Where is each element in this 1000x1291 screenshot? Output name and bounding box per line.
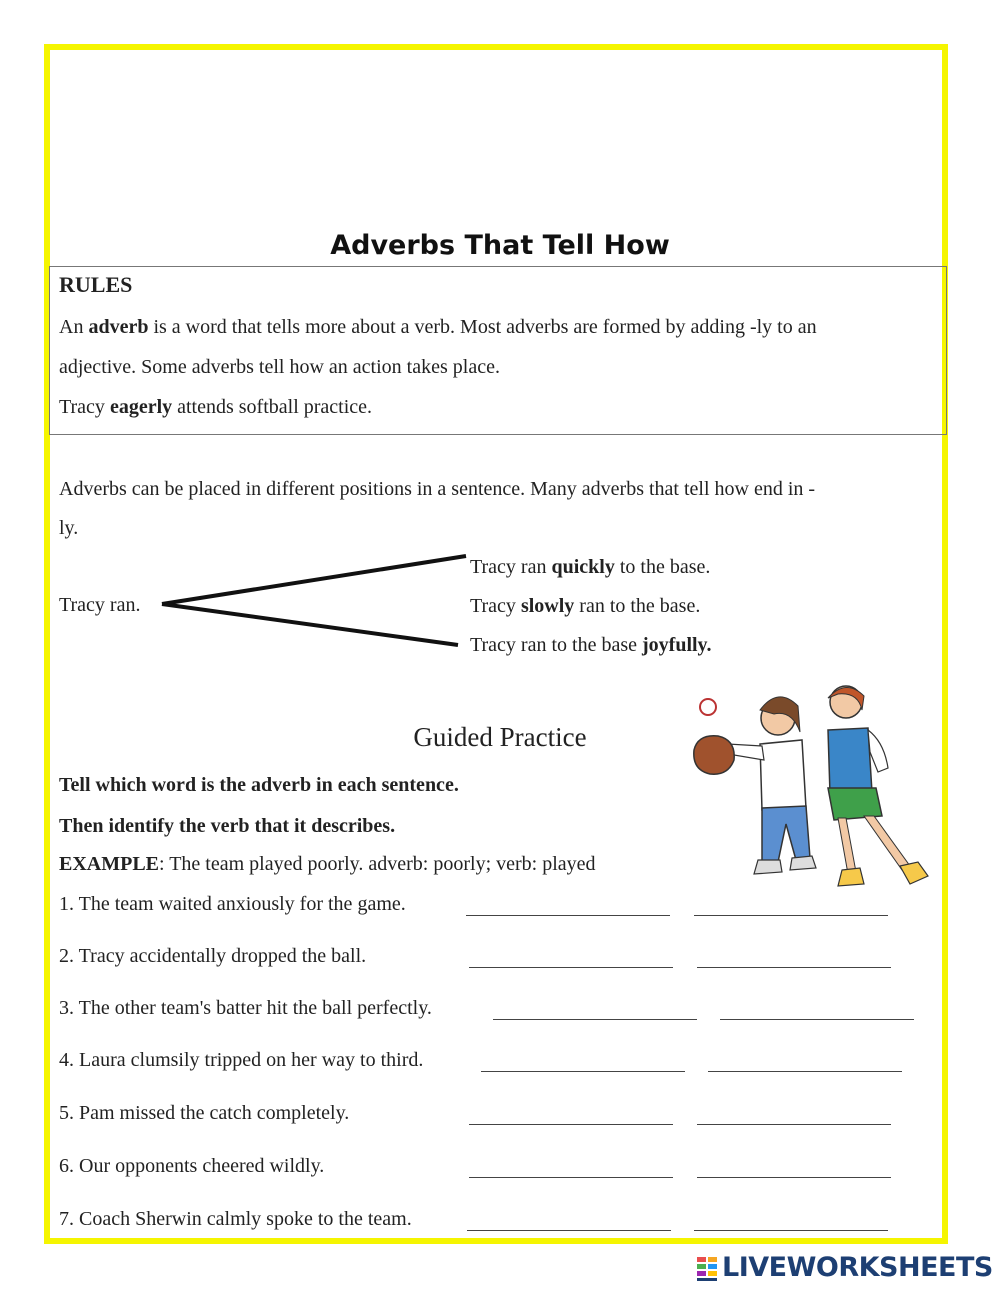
page-title: Adverbs That Tell How xyxy=(330,230,670,261)
glove-icon xyxy=(694,736,734,774)
liveworksheets-logo-icon xyxy=(696,1256,718,1282)
question-4: 4. Laura clumsily tripped on her way to third. xyxy=(59,1049,424,1071)
rules-line-2: adjective. Some adverbs tell how an action takes place. xyxy=(59,356,500,378)
branch-line-top xyxy=(162,556,466,604)
question-3: 3. The other team's batter hit the ball perfectly. xyxy=(59,997,432,1019)
answer-2-adverb[interactable] xyxy=(469,949,673,968)
question-1: 1. The team waited anxiously for the game. xyxy=(59,893,406,915)
liveworksheets-logo: LIVEWORKSHEETS xyxy=(696,1252,993,1283)
answer-7-adverb[interactable] xyxy=(467,1212,671,1231)
guided-practice-heading: Guided Practice xyxy=(413,722,587,752)
question-7: 7. Coach Sherwin calmly spoke to the team. xyxy=(59,1208,412,1230)
example-sentence-3: Tracy ran to the base joyfully. xyxy=(470,634,712,656)
example-sentence-1: Tracy ran quickly to the base. xyxy=(470,556,711,578)
answer-5-verb[interactable] xyxy=(697,1106,891,1125)
base-sentence: Tracy ran. xyxy=(59,594,141,616)
positions-line-2: ly. xyxy=(59,517,79,539)
answer-1-verb[interactable] xyxy=(694,897,888,916)
rules-example: Tracy eagerly attends softball practice. xyxy=(59,396,373,418)
question-2: 2. Tracy accidentally dropped the ball. xyxy=(59,945,367,967)
rules-heading: RULES xyxy=(59,272,133,297)
answer-1-adverb[interactable] xyxy=(466,897,670,916)
branch-line-bottom xyxy=(162,604,458,645)
instruction-1: Tell which word is the adverb in each sentence. xyxy=(59,774,459,796)
example-sentence-2: Tracy slowly ran to the base. xyxy=(470,595,701,617)
question-6: 6. Our opponents cheered wildly. xyxy=(59,1155,325,1177)
answer-4-verb[interactable] xyxy=(708,1053,902,1072)
answer-6-verb[interactable] xyxy=(697,1159,891,1178)
answer-6-adverb[interactable] xyxy=(469,1159,673,1178)
answer-3-adverb[interactable] xyxy=(493,1001,697,1020)
answer-5-adverb[interactable] xyxy=(469,1106,673,1125)
softball-players-illustration xyxy=(688,680,938,895)
answer-3-verb[interactable] xyxy=(720,1001,914,1020)
question-5: 5. Pam missed the catch completely. xyxy=(59,1102,350,1124)
rules-line-1: An adverb is a word that tells more about a verb. Most adverbs are formed by adding -ly to an xyxy=(59,316,817,338)
softball-icon xyxy=(700,699,716,715)
positions-line-1: Adverbs can be placed in different positions in a sentence. Many adverbs that tell how end in - xyxy=(59,478,816,500)
answer-7-verb[interactable] xyxy=(694,1212,888,1231)
answer-2-verb[interactable] xyxy=(697,949,891,968)
answer-4-adverb[interactable] xyxy=(481,1053,685,1072)
instruction-2: Then identify the verb that it describes. xyxy=(59,815,396,837)
example-line: EXAMPLE: The team played poorly. adverb: poorly; verb: played xyxy=(59,853,596,875)
